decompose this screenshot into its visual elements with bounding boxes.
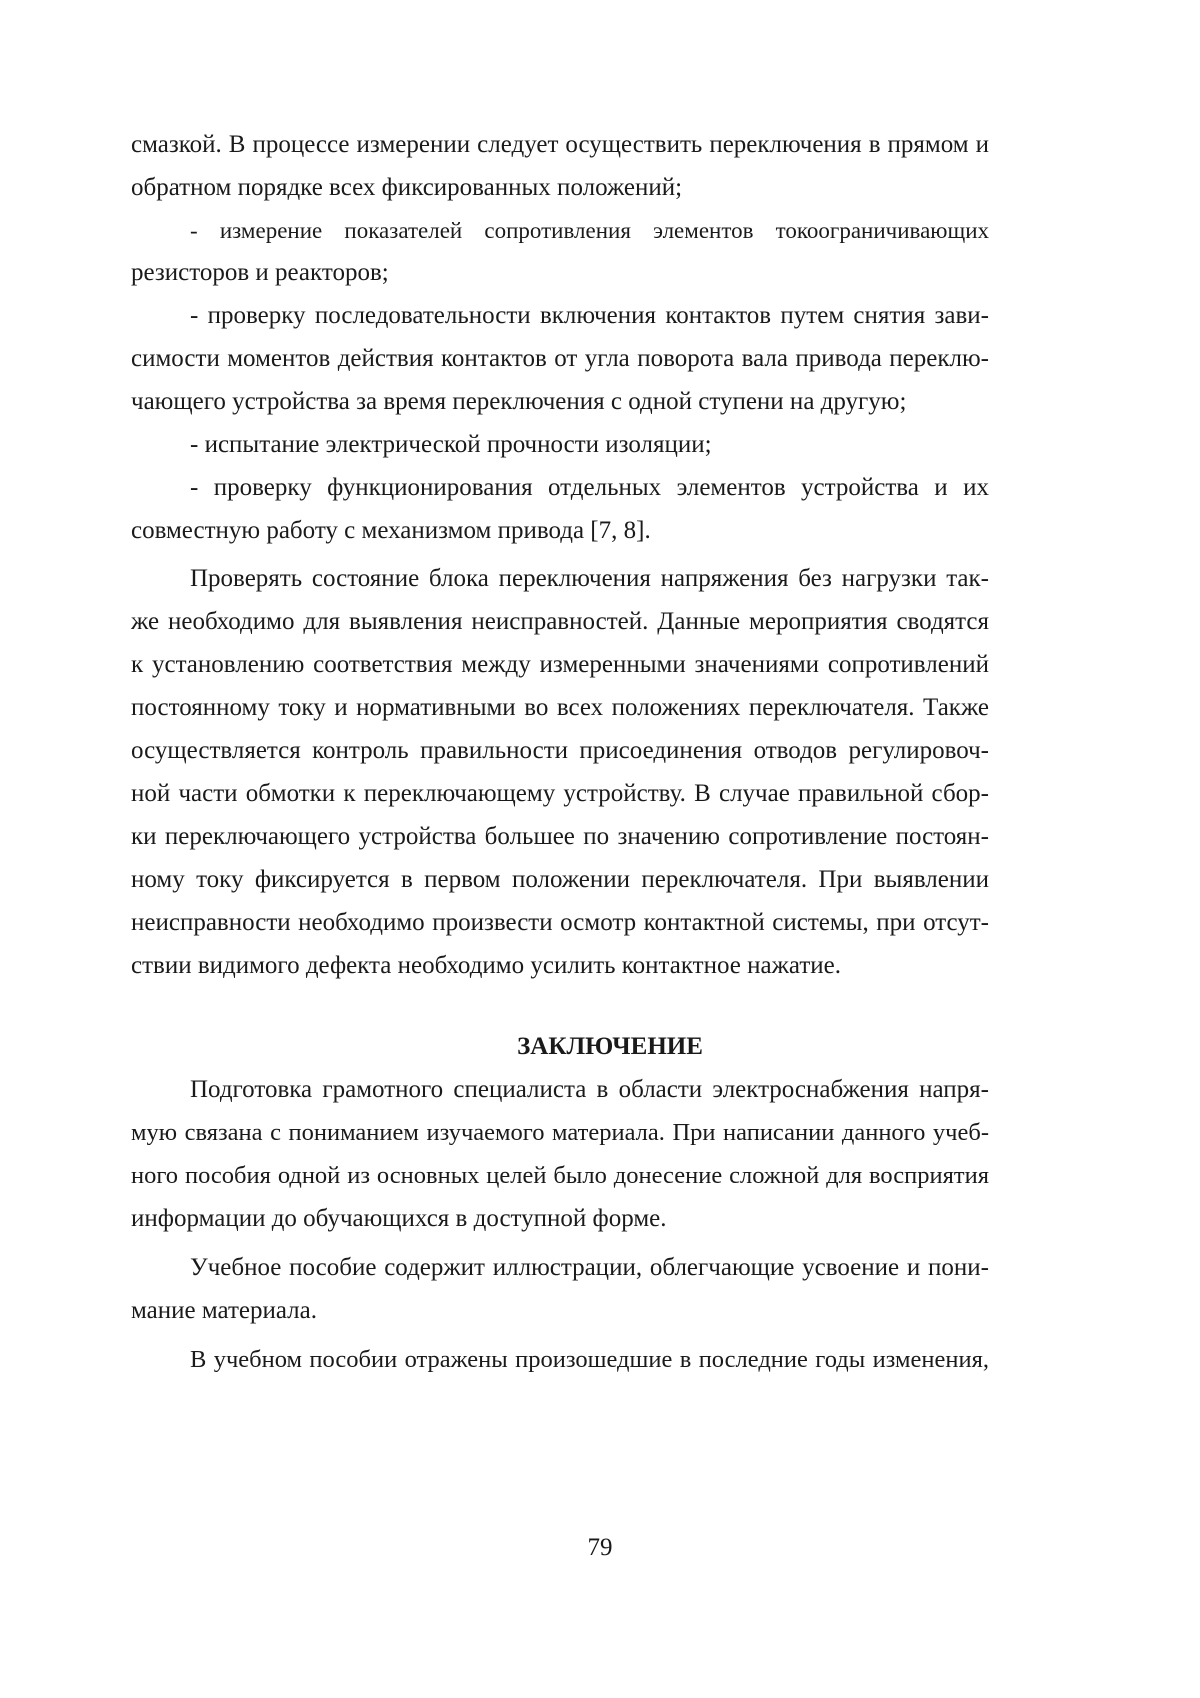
list-item-line: - измерение показателей сопротивления элементов токоограничивающих bbox=[190, 216, 989, 246]
text-line: ки переключающего устройства большее по значению сопротивление постоян- bbox=[131, 822, 989, 852]
text-line: же необходимо для выявления неисправностей. Данные мероприятия сводятся bbox=[131, 607, 989, 637]
text-line: информации до обучающихся в доступной форме. bbox=[131, 1204, 989, 1234]
text-line: мую связана с пониманием изучаемого материала. При написании данного учеб- bbox=[131, 1118, 989, 1148]
paragraph-first-line: Проверять состояние блока переключения напряжения без нагрузки так- bbox=[190, 564, 989, 594]
text-line: ному току фиксируется в первом положении переключателя. При выявлении bbox=[131, 865, 989, 895]
text-line: неисправности необходимо произвести осмотр контактной системы, при отсут- bbox=[131, 908, 989, 938]
text-line: совместную работу с механизмом привода [7, 8]. bbox=[131, 516, 989, 546]
paragraph-first-line: Подготовка грамотного специалиста в области электроснабжения напря- bbox=[190, 1075, 989, 1105]
list-item-line: - испытание электрической прочности изоляции; bbox=[190, 430, 989, 460]
text-line: ствии видимого дефекта необходимо усилить контактное нажатие. bbox=[131, 951, 989, 981]
text-line: к установлению соответствия между измеренными значениями сопротивлений bbox=[131, 650, 989, 680]
text-line: обратном порядке всех фиксированных положений; bbox=[131, 173, 989, 203]
text-line: осуществляется контроль правильности присоединения отводов регулировоч- bbox=[131, 736, 989, 766]
text-line: постоянному току и нормативными во всех положениях переключателя. Также bbox=[131, 693, 989, 723]
text-line: смазкой. В процессе измерении следует осуществить переключения в прямом и bbox=[131, 130, 989, 160]
paragraph-first-line: Учебное пособие содержит иллюстрации, облегчающие усвоение и пони- bbox=[190, 1253, 989, 1283]
text-line: резисторов и реакторов; bbox=[131, 258, 989, 288]
paragraph-first-line: В учебном пособии отражены произошедшие в последние годы изменения, bbox=[190, 1345, 989, 1375]
list-item-line: - проверку последовательности включения контактов путем снятия зави- bbox=[190, 301, 989, 331]
list-item-line: - проверку функционирования отдельных элементов устройства и их bbox=[190, 473, 989, 503]
text-line: симости моментов действия контактов от угла поворота вала привода переклю- bbox=[131, 344, 989, 374]
text-line: ной части обмотки к переключающему устройству. В случае правильной сбор- bbox=[131, 779, 989, 809]
text-line: мание материала. bbox=[131, 1296, 989, 1326]
text-line: ного пособия одной из основных целей было донесение сложной для восприятия bbox=[131, 1161, 989, 1191]
section-heading: ЗАКЛЮЧЕНИЕ bbox=[140, 1032, 1080, 1062]
document-page bbox=[0, 0, 1200, 1698]
page-number: 79 bbox=[0, 1533, 1200, 1563]
text-line: чающего устройства за время переключения с одной ступени на другую; bbox=[131, 387, 989, 417]
